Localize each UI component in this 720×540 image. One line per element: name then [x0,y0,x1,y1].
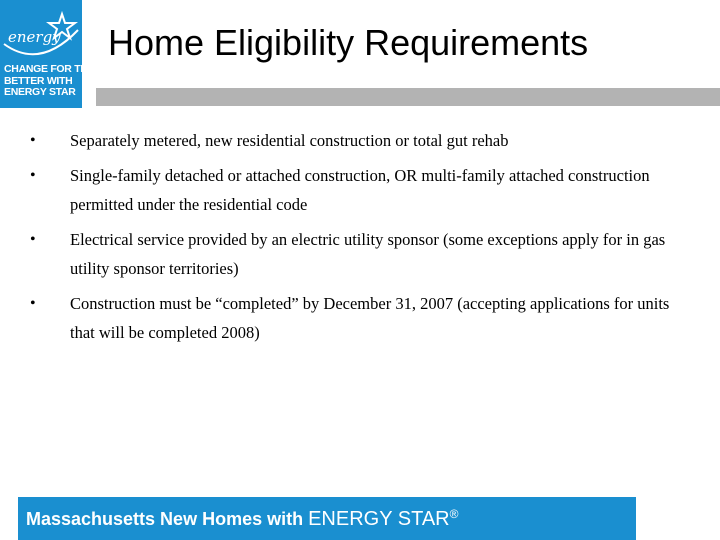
footer-banner [18,497,636,540]
logo-tagline-line: ENERGY STAR [4,86,76,98]
bullet-marker: • [30,295,36,312]
bullet-marker: • [30,167,36,184]
logo-tagline-line: CHANGE FOR THE [4,63,95,75]
energy-star-icon [0,0,82,64]
slide-title: Home Eligibility Requirements [108,22,589,63]
footer-lead: Massachusetts New Homes with [26,509,309,529]
energy-star-logo [0,0,95,108]
registered-mark: ® [449,507,459,521]
bullet-text: Construction must be “completed” by December 31, 2007 (accepting applications for units that will be completed 2008) [70,294,670,342]
logo-tagline [4,63,95,99]
bullet-text: Separately metered, new residential construction or total gut rehab [70,131,509,150]
bullet-item [30,126,680,155]
bullet-marker: • [30,132,36,149]
bullet-list [30,126,680,353]
bullet-item [30,289,680,347]
logo-script-text: energy [8,28,61,46]
bullet-text: Single-family detached or attached construction, OR multi-family attached construction permitted under the residential code [70,166,650,214]
bullet-item [30,161,680,219]
title-underline-bar [96,88,720,106]
footer-text [26,507,458,531]
logo-tagline-line: BETTER WITH [4,74,73,87]
footer-brand: ENERGY STAR [308,508,450,530]
bullet-text: Electrical service provided by an electric utility sponsor (some exceptions apply for in gas utility sponsor territories) [70,230,666,278]
bullet-item [30,225,680,283]
bullet-marker: • [30,231,36,248]
